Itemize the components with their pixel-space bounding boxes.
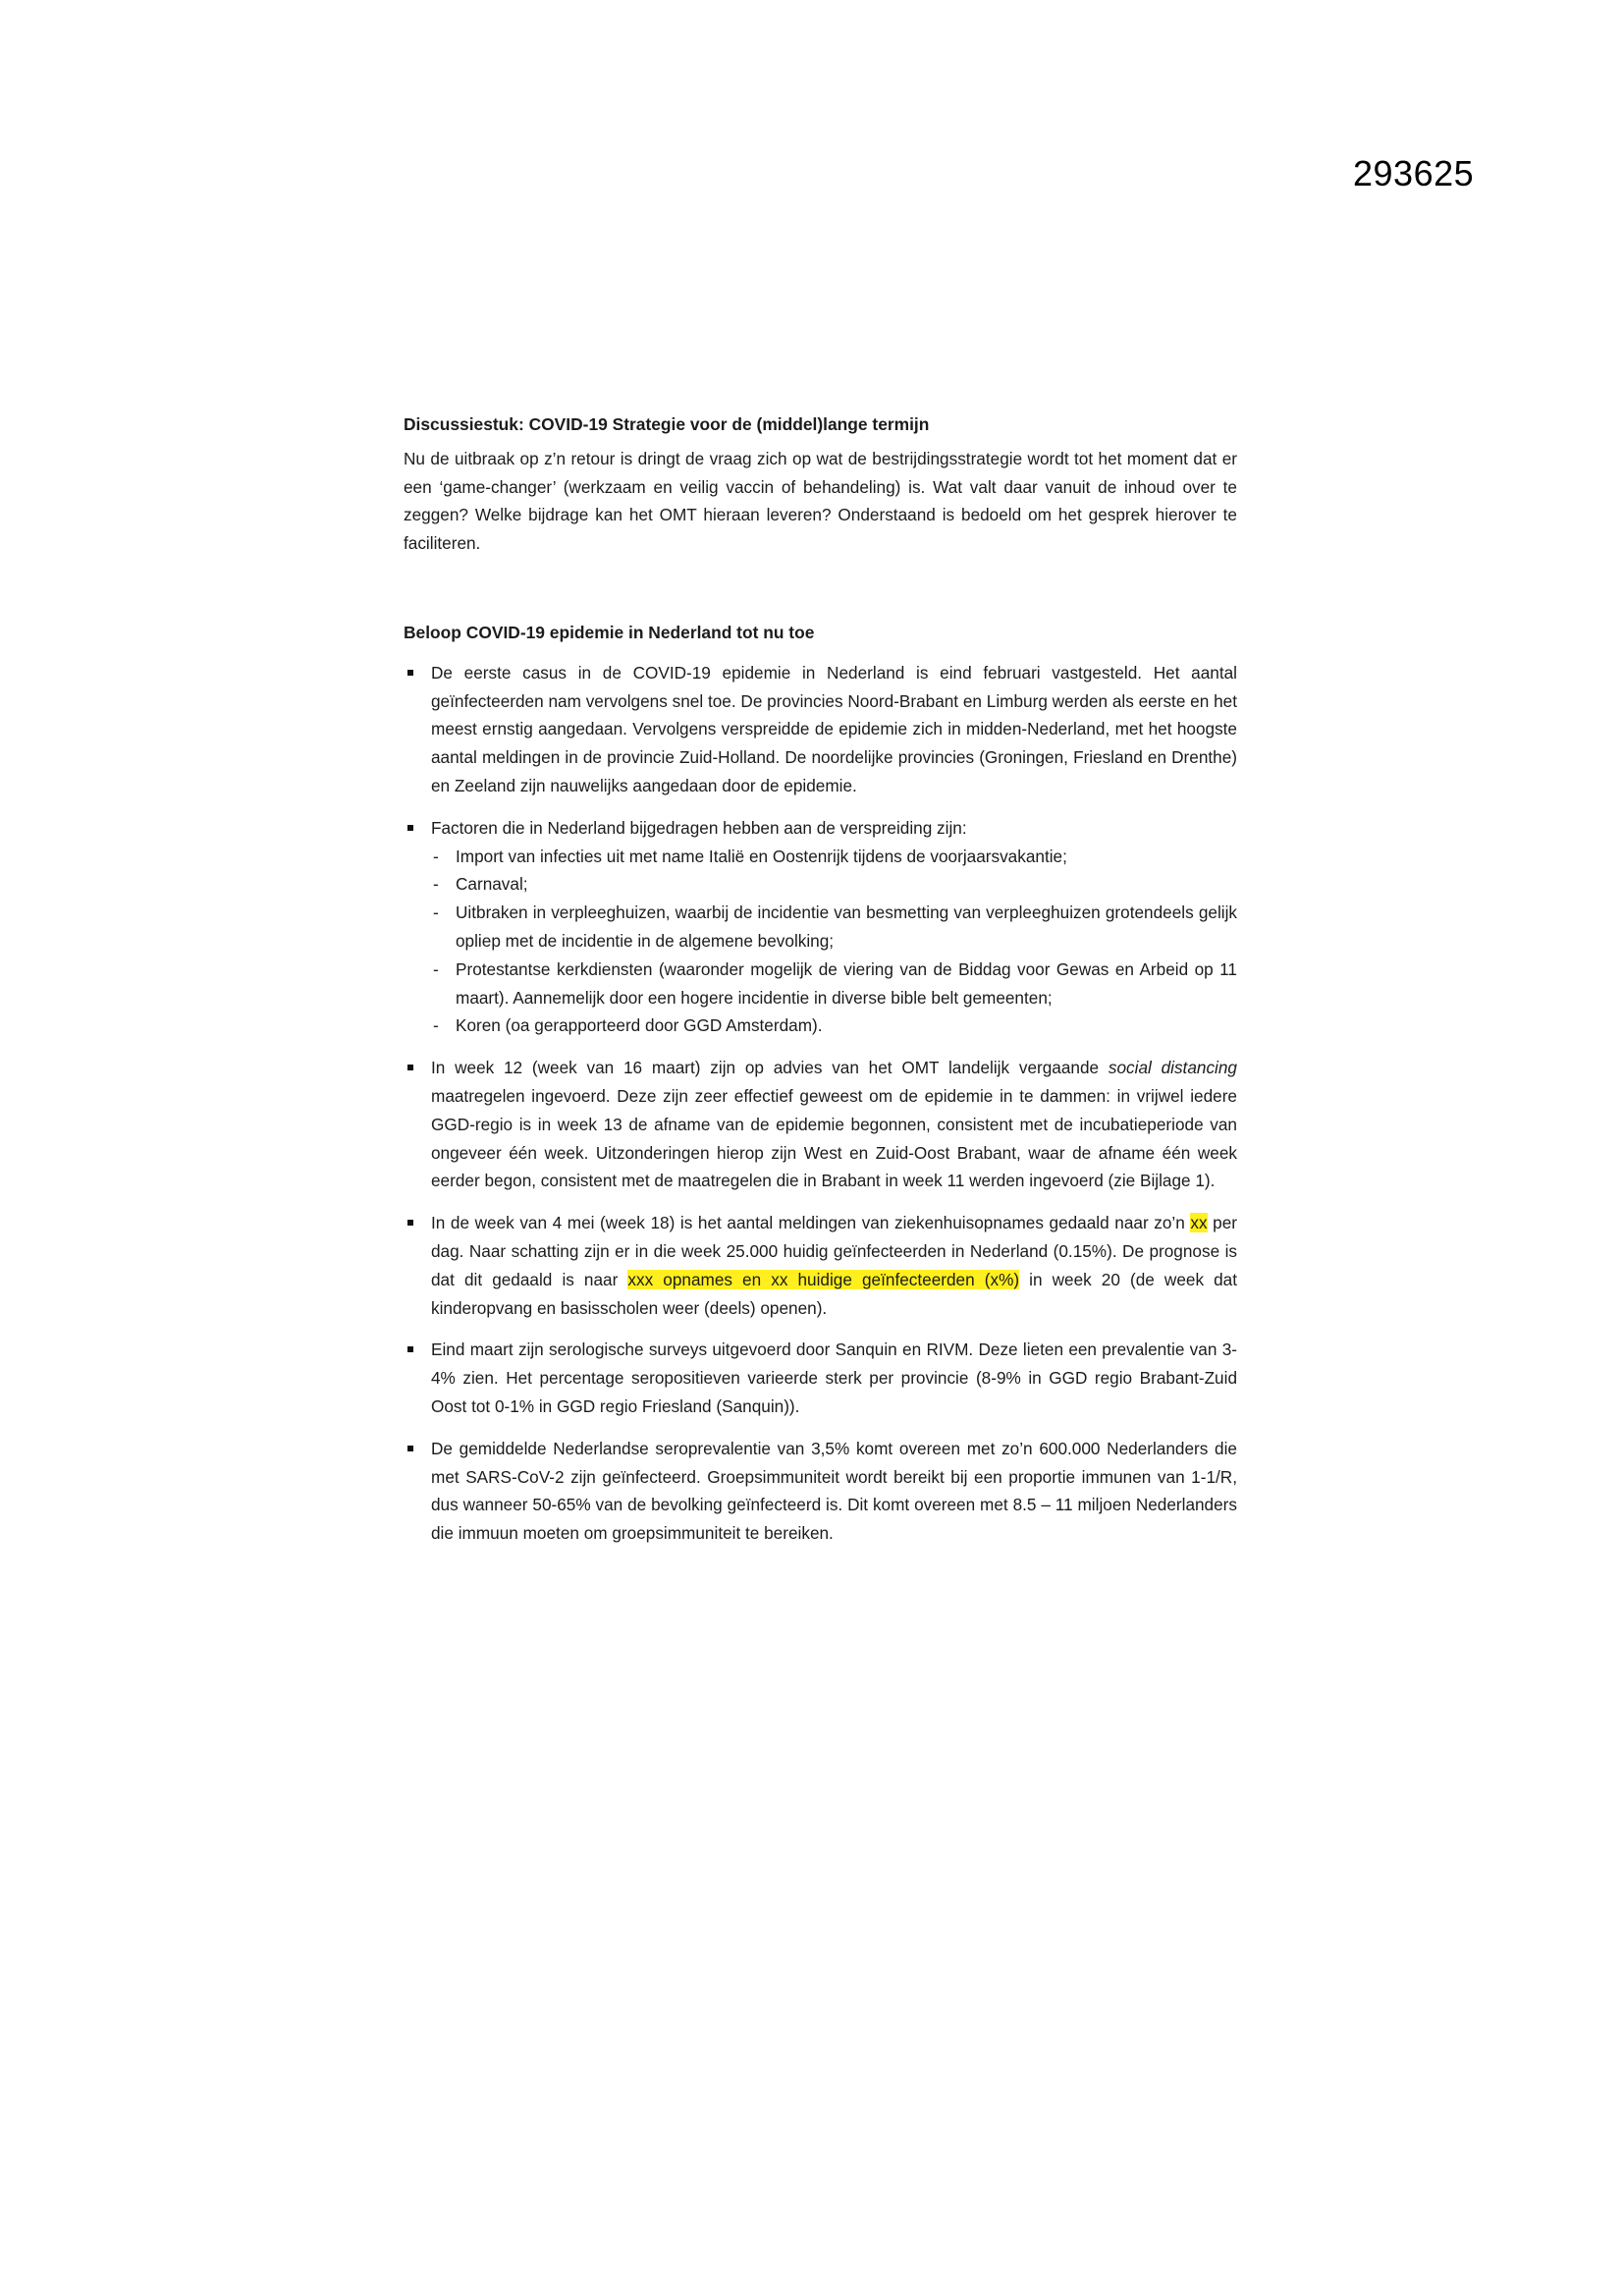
document-title: Discussiestuk: COVID-19 Strategie voor de (middel)lange termijn xyxy=(404,414,930,434)
sublist-item-text: Uitbraken in verpleeghuizen, waarbij de incidentie van besmetting van verpleeghuizen grotendeels gelijk opliep met de incidentie in de algemene bevolking; xyxy=(456,902,1237,951)
sublist-item-text: Koren (oa gerapporteerd door GGD Amsterdam). xyxy=(456,1015,823,1036)
intro-paragraph: Nu de uitbraak op z’n retour is dringt de vraag zich op wat de bestrijdingsstrategie wordt tot het moment dat er een ‘game-changer’ (werkzaam en veilig vaccin of behandeling) is. Wat valt daar vanuit de inhoud over te zeggen? Welke bijdrage kan het OMT hieraan leveren? Onderstaand is bedoeld om het gesprek hierover te faciliteren. xyxy=(404,448,1237,554)
bullet-square-icon xyxy=(407,670,413,676)
list-item xyxy=(404,1054,1237,1195)
sublist-item-text: Import van infecties uit met name Italië en Oostenrijk tijdens de voorjaarsvakantie; xyxy=(456,846,1067,866)
bullet-text: Factoren die in Nederland bijgedragen hebben aan de verspreiding zijn: xyxy=(431,817,967,838)
bullet-list xyxy=(404,659,1237,1548)
dash-icon: - xyxy=(433,958,439,979)
list-item xyxy=(404,659,1237,800)
dash-icon: - xyxy=(433,1015,439,1036)
dash-icon: - xyxy=(433,846,439,866)
sublist-item xyxy=(431,956,1237,1012)
bullet-square-icon xyxy=(407,1346,413,1352)
emphasis-text: social distancing xyxy=(1108,1058,1237,1078)
sublist-item-text: Carnaval; xyxy=(456,874,528,895)
bullet-text: In de week van 4 mei (week 18) is het aantal meldingen van ziekenhuisopnames gedaald naar zo’n xx per dag. Naar schatting zijn er in die week 25.000 huidig geïnfecteerden in Nederland (0.15%). De prognose is dat dit gedaald is naar xxx opnames en xx huidige geïnfecteerden (x%) in week 20 (de week dat kinderopvang en basisscholen weer (deels) openen). xyxy=(431,1213,1237,1318)
document-number: 293625 xyxy=(1353,153,1475,193)
section-heading: Beloop COVID-19 epidemie in Nederland tot nu toe xyxy=(404,622,815,642)
bullet-square-icon xyxy=(407,1065,413,1070)
list-item xyxy=(404,814,1237,1040)
dash-icon: - xyxy=(433,902,439,923)
bullet-square-icon xyxy=(407,1446,413,1451)
bullet-text: In week 12 (week van 16 maart) zijn op advies van het OMT landelijk vergaande social distancing maatregelen ingevoerd. Deze zijn zeer effectief geweest om de epidemie in te dammen: in vrijwel iedere GGD-regio is in week 13 de afname van de epidemie begonnen, consistent met de incubatieperiode van ongeveer één week. Uitzonderingen hierop zijn West en Zuid-Oost Brabant, waar de afname één week eerder begon, consistent met de maatregelen die in Brabant in week 11 werden ingevoerd (zie Bijlage 1). xyxy=(431,1058,1237,1191)
sublist-item xyxy=(431,1011,1237,1040)
bullet-square-icon xyxy=(407,1220,413,1226)
bullet-text: Eind maart zijn serologische surveys uitgevoerd door Sanquin en RIVM. Deze lieten een prevalentie van 3-4% zien. Het percentage seropositieven varieerde sterk per provincie (8-9% in GGD regio Brabant-Zuid Oost tot 0-1% in GGD regio Friesland (Sanquin)). xyxy=(431,1339,1237,1416)
sublist-item xyxy=(431,899,1237,956)
highlighted-placeholder: xxx opnames en xx huidige geïnfecteerden (x%) xyxy=(627,1269,1020,1289)
sublist-item xyxy=(431,870,1237,899)
sublist-item-text: Protestantse kerkdiensten (waaronder mogelijk de viering van de Biddag voor Gewas en Arbeid op 11 maart). Aannemelijk door een hogere incidentie in diverse bible belt gemeenten; xyxy=(456,958,1237,1008)
bullet-square-icon xyxy=(407,825,413,831)
list-item xyxy=(404,1435,1237,1548)
bullet-text: De eerste casus in de COVID-19 epidemie in Nederland is eind februari vastgesteld. Het aantal geïnfecteerden nam vervolgens snel toe. De provincies Noord-Brabant en Limburg werden als eerste en het meest ernstig aangedaan. Vervolgens verspreidde de epidemie zich in midden-Nederland, met het hoogste aantal meldingen in de provincie Zuid-Holland. De noordelijke provincies (Groningen, Friesland en Drenthe) en Zeeland zijn nauwelijks aangedaan door de epidemie. xyxy=(431,662,1237,795)
list-item xyxy=(404,1336,1237,1420)
sublist-item xyxy=(431,843,1237,871)
dash-icon: - xyxy=(433,874,439,895)
highlighted-placeholder: xx xyxy=(1190,1213,1208,1233)
document-body xyxy=(404,410,1237,1561)
list-item xyxy=(404,1209,1237,1322)
bullet-text: De gemiddelde Nederlandse seroprevalentie van 3,5% komt overeen met zo’n 600.000 Nederlanders die met SARS-CoV-2 zijn geïnfecteerd. Groepsimmuniteit wordt bereikt bij een proportie immunen van 1-1/R, dus wanneer 50-65% van de bevolking geïnfecteerd is. Dit komt overeen met 8.5 – 11 miljoen Nederlanders die immuun moeten om groepsimmuniteit te bereiken. xyxy=(431,1438,1237,1544)
factor-sublist xyxy=(431,843,1237,1041)
